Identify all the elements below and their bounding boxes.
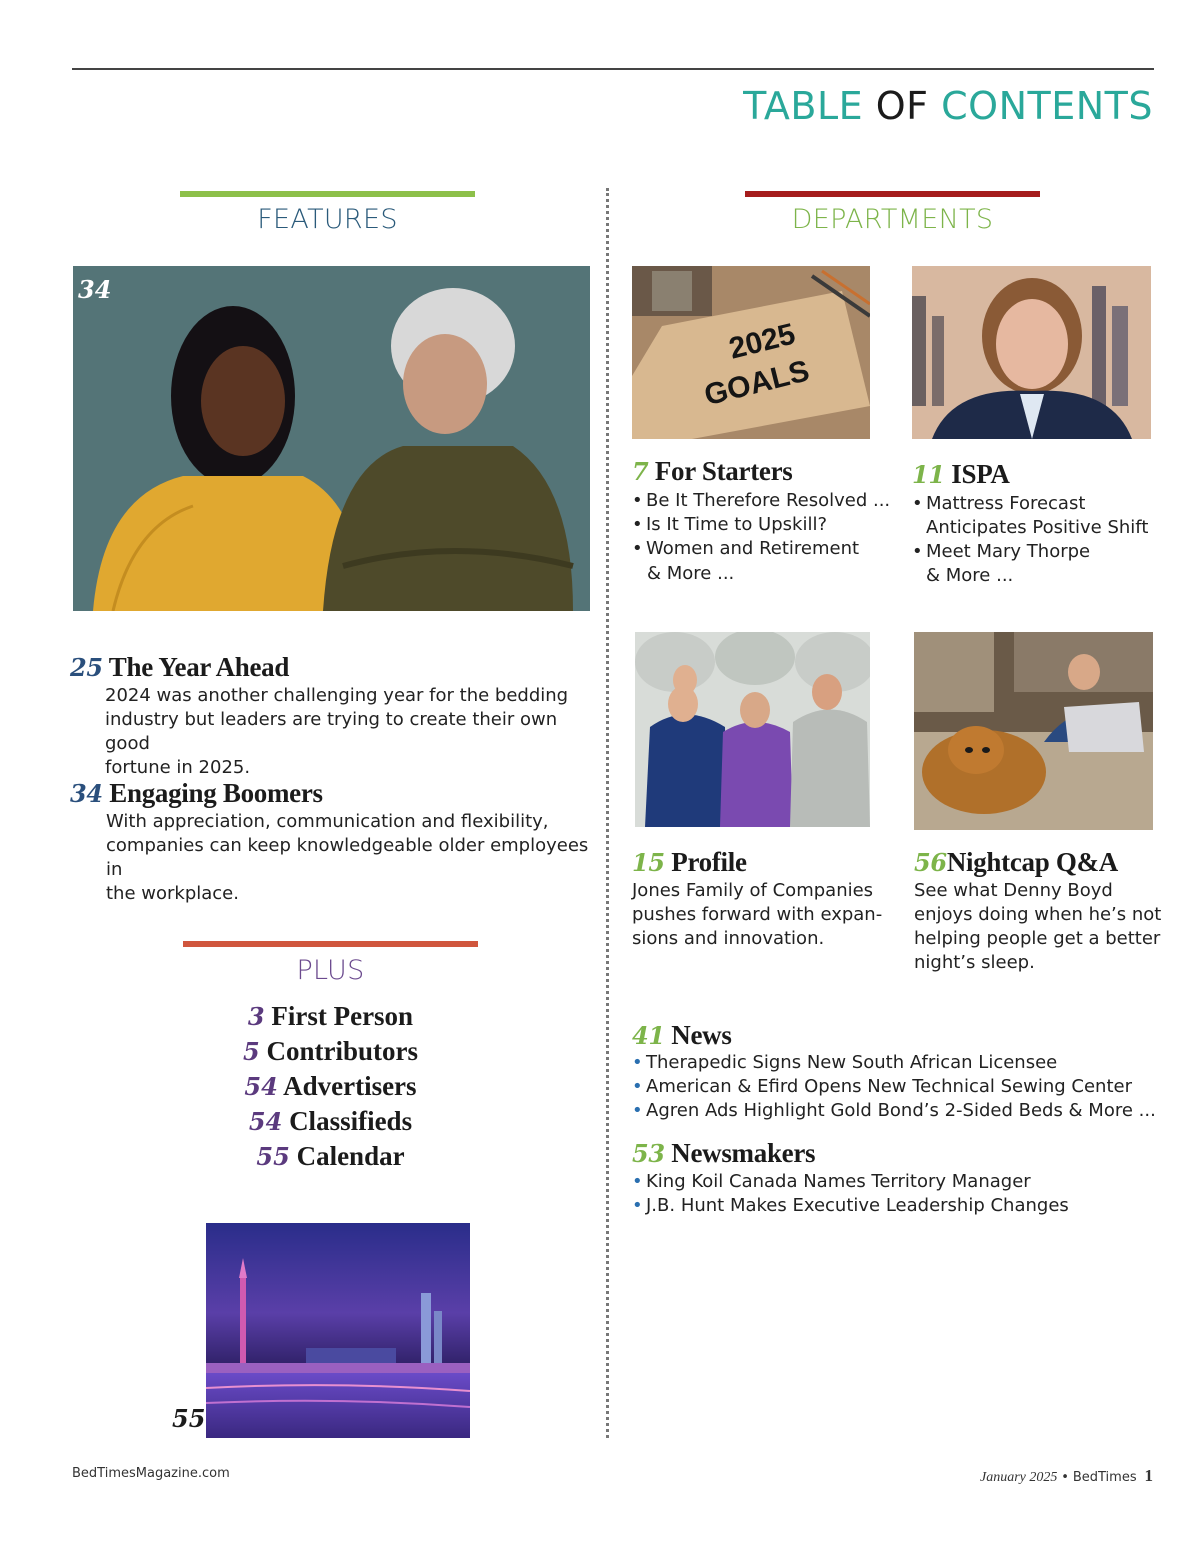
list-item: • Therapedic Signs New South African Licensee [632,1051,1156,1075]
features-photo-page-number: 34 [78,275,112,304]
dept-item-number: 41 [632,1021,665,1050]
for-starters-bullets [632,489,890,561]
dept-item-news[interactable] [632,1020,732,1051]
dept-item-nightcap[interactable] [914,847,1118,878]
dept-item-number: 11 [912,460,945,489]
list-item: • Agren Ads Highlight Gold Bond’s 2-Sided Beds & More ... [632,1099,1156,1123]
goals-note-line1: 2025 [725,317,799,366]
plus-item-number: 5 [243,1037,260,1066]
list-item: • J.B. Hunt Makes Executive Leadership Changes [632,1194,1069,1218]
dept-item-number: 7 [632,457,649,486]
dept-item-ispa[interactable] [912,459,1010,490]
goals-note-line2: GOALS [701,354,813,413]
title-word-table: TABLE [743,84,864,128]
departments-heading: DEPARTMENTS [791,204,994,235]
title-word-of: OF [875,84,929,128]
desc-line: 2024 was another challenging year for the bedding [105,685,569,706]
profile-photo [635,632,870,827]
plus-item-label: Contributors [266,1036,418,1066]
footer-date: January 2025 [980,1470,1058,1485]
newsmakers-bullets [632,1170,1069,1218]
feature-item-title: The Year Ahead [108,652,290,682]
header-rule [72,68,1154,70]
desc-line: helping people get a better [914,928,1161,949]
list-item: • Mattress Forecast [912,492,1085,516]
dept-item-title: For Starters [654,456,793,486]
footer-page-number: 1 [1144,1466,1153,1485]
features-heading: FEATURES [257,204,398,235]
plus-bar [183,941,478,947]
title-word-contents: CONTENTS [941,84,1153,128]
list-item: • Is It Time to Upskill? [632,513,890,537]
desc-line: sions and innovation. [632,928,825,949]
news-bullets [632,1051,1156,1123]
dept-item-title: Profile [671,847,747,877]
dept-item-number: 15 [632,848,665,877]
plus-item-label: Calendar [296,1141,405,1171]
ispa-bullet-continuation: Anticipates Positive Shift [926,517,1149,538]
plus-item-label: First Person [271,1001,414,1031]
dept-item-title: News [671,1020,732,1050]
plus-item-calendar[interactable] [183,1139,478,1174]
features-bar [180,191,475,197]
ispa-bullets [912,492,1085,516]
plus-item-advertisers[interactable] [183,1069,478,1104]
desc-line: night’s sleep. [914,952,1035,973]
footer-folio [980,1466,1153,1486]
plus-item-label: Advertisers [283,1071,417,1101]
footer-magazine: BedTimes [1072,1470,1137,1485]
footer-separator: • [1061,1470,1069,1485]
desc-line: Jones Family of Companies [632,880,874,901]
desc-line: With appreciation, communication and flexibility, [106,811,549,832]
ispa-more: & More ... [926,565,1014,586]
feature-item-year-ahead[interactable] [70,652,289,683]
dept-item-title: Nightcap Q&A [946,847,1118,877]
dept-item-newsmakers[interactable] [632,1138,815,1169]
dept-item-title: Newsmakers [671,1138,816,1168]
page-title [743,84,1153,128]
list-item: • Women and Retirement [632,537,890,561]
footer-website: BedTimesMagazine.com [72,1466,230,1481]
feature-item-description [105,684,595,780]
calendar-photo-page-number: 55 [172,1404,206,1433]
ispa-bullets-2 [912,540,1090,564]
desc-line: enjoys doing when he’s not [914,904,1162,925]
plus-list [183,999,478,1174]
list-item: • Meet Mary Thorpe [912,540,1090,564]
dept-item-for-starters[interactable] [632,456,792,487]
list-item: • American & Efird Opens New Technical Sewing Center [632,1075,1156,1099]
goals-photo [632,266,870,439]
feature-item-number: 25 [70,653,103,682]
list-item: • King Koil Canada Names Territory Manager [632,1170,1069,1194]
features-photo [73,266,590,611]
plus-heading: PLUS [296,955,365,986]
plus-item-number: 54 [244,1072,278,1101]
plus-item-label: Classifieds [289,1106,413,1136]
ispa-portrait-photo [912,266,1151,439]
column-divider [606,188,609,1438]
plus-item-first-person[interactable] [183,999,478,1034]
calendar-city-photo [206,1223,470,1438]
departments-bar [745,191,1040,197]
for-starters-more: & More ... [647,563,735,584]
desc-line: companies can keep knowledgeable older employees in [106,835,589,880]
dept-item-title: ISPA [951,459,1010,489]
profile-description [632,879,882,951]
desc-line: See what Denny Boyd [914,880,1113,901]
feature-item-number: 34 [70,779,103,808]
list-item: • Be It Therefore Resolved ... [632,489,890,513]
feature-item-engaging-boomers[interactable] [70,778,323,809]
plus-item-number: 55 [256,1142,290,1171]
desc-line: the workplace. [106,883,239,904]
plus-item-classifieds[interactable] [183,1104,478,1139]
nightcap-description [914,879,1161,975]
dept-item-number: 53 [632,1139,665,1168]
desc-line: industry but leaders are trying to create their own good [105,709,558,754]
plus-item-number: 3 [247,1002,265,1031]
dept-item-profile[interactable] [632,847,747,878]
feature-item-description [106,810,596,906]
feature-item-title: Engaging Boomers [109,778,323,808]
plus-item-contributors[interactable] [183,1034,478,1069]
plus-item-number: 54 [248,1107,283,1136]
dept-item-number: 56 [914,848,947,877]
desc-line: pushes forward with expan- [632,904,883,925]
nightcap-photo [914,632,1153,830]
desc-line: fortune in 2025. [105,757,251,778]
